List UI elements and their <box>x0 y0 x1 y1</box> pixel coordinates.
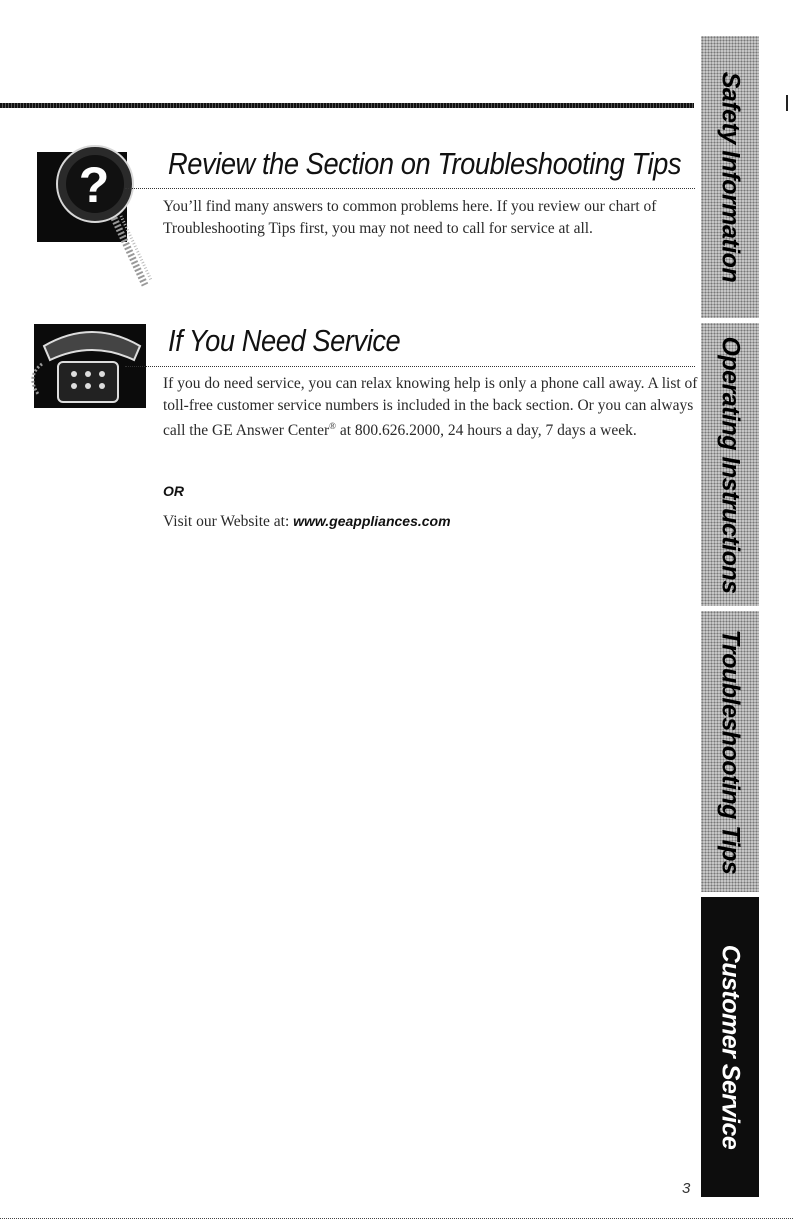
section-title-troubleshooting: Review the Section on Troubleshooting Tips <box>168 146 682 181</box>
tab-label: Troubleshooting Tips <box>716 629 745 874</box>
website-prefix: Visit our Website at: <box>163 513 294 530</box>
question-mark-icon <box>35 140 155 290</box>
section-title-service: If You Need Service <box>168 323 401 358</box>
tab-troubleshooting-tips[interactable] <box>701 611 759 892</box>
tab-label: Operating Instructions <box>716 335 745 594</box>
svg-text:?: ? <box>78 157 110 213</box>
service-paragraph <box>163 373 701 442</box>
title-underline <box>125 188 695 189</box>
troubleshooting-paragraph: You’ll find many answers to common problems here. If you review our chart of Troubleshooting Tips first, you may not need to call for service at all. <box>163 198 657 237</box>
edge-mark <box>786 95 788 111</box>
tab-label: Safety Information <box>716 71 745 283</box>
title-underline <box>125 366 695 367</box>
service-paragraph-end: at 800.626.2000, 24 hours a day, 7 days a week. <box>335 422 637 440</box>
or-label: OR <box>163 483 184 499</box>
registered-mark: ® <box>329 421 336 431</box>
tab-customer-service[interactable] <box>701 897 759 1197</box>
section-tab-strip <box>701 36 759 1202</box>
tab-operating-instructions[interactable] <box>701 323 759 606</box>
website-line <box>163 511 683 533</box>
bottom-rule <box>0 1218 793 1219</box>
service-paragraph-text: If you do need service, you can relax knowing help is only a phone call away. A list of toll-free customer service numbers is included in the back section. Or you can always call the GE Answer Center <box>163 375 698 440</box>
tab-safety-information[interactable] <box>701 36 759 318</box>
website-link[interactable]: www.geappliances.com <box>293 513 451 529</box>
tab-label: Customer Service <box>716 944 745 1150</box>
page-number: 3 <box>682 1180 691 1197</box>
top-rule <box>0 103 694 108</box>
